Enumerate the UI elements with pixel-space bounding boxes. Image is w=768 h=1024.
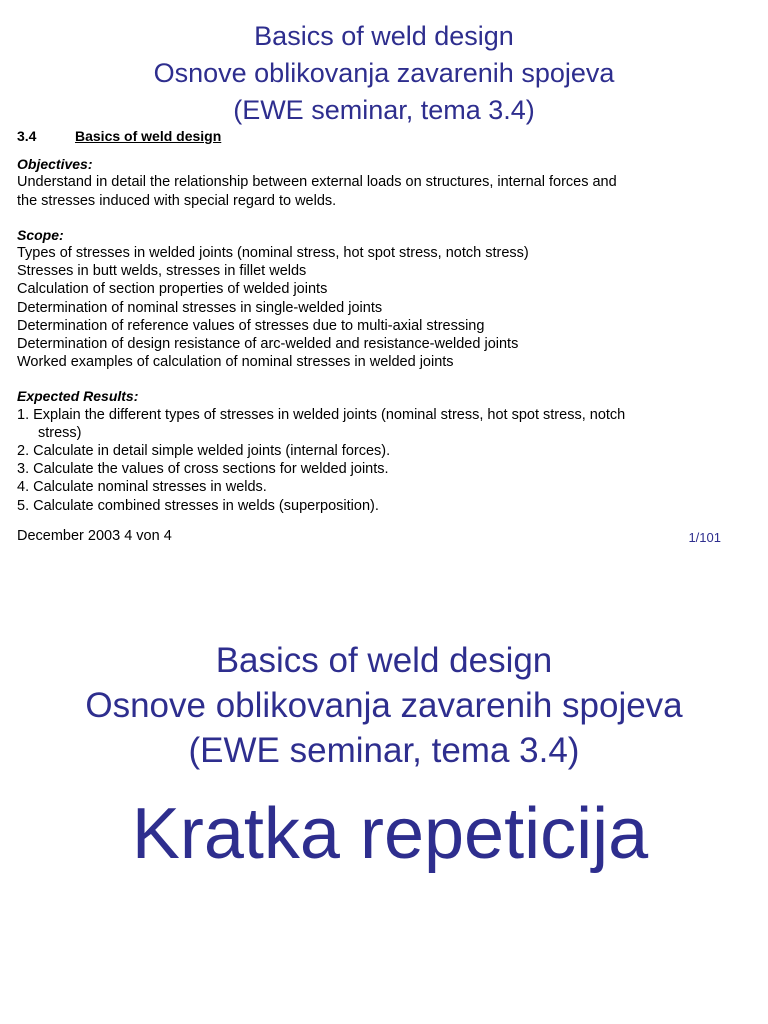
title-line-2: Osnove oblikovanja zavarenih spojeva bbox=[153, 58, 615, 88]
scope-item: Determination of nominal stresses in single-welded joints bbox=[17, 299, 383, 316]
page-number: 1/101 bbox=[688, 530, 721, 545]
result-item: 5. Calculate combined stresses in welds (superposition). bbox=[17, 497, 379, 514]
title-line-1: Basics of weld design bbox=[254, 21, 514, 51]
result-item-continuation: stress) bbox=[38, 424, 82, 441]
result-item: 3. Calculate the values of cross sections for welded joints. bbox=[17, 461, 389, 478]
section-heading bbox=[17, 127, 717, 145]
objectives-line: Understand in detail the relationship between external loads on structures, internal forces and bbox=[17, 174, 617, 191]
title-line-2: Osnove oblikovanja zavarenih spojeva bbox=[85, 686, 683, 725]
scope-heading: Scope: bbox=[17, 226, 64, 243]
result-item: 1. Explain the different types of stresses in welded joints (nominal stress, hot spot stress, notch bbox=[17, 406, 626, 423]
result-item: 2. Calculate in detail simple welded joints (internal forces). bbox=[17, 443, 391, 460]
scope-item: Determination of design resistance of arc-welded and resistance-welded joints bbox=[17, 336, 519, 353]
big-title: Kratka repeticija bbox=[131, 794, 649, 874]
scope-item: Stresses in butt welds, stresses in fillet welds bbox=[17, 263, 307, 280]
result-item: 4. Calculate nominal stresses in welds. bbox=[17, 479, 267, 496]
objectives-line: the stresses induced with special regard to welds. bbox=[17, 192, 337, 209]
slide-2-title bbox=[0, 638, 768, 773]
scope-item: Calculation of section properties of welded joints bbox=[17, 281, 328, 298]
scope-item: Types of stresses in welded joints (nominal stress, hot spot stress, notch stress) bbox=[17, 245, 529, 262]
objectives-heading: Objectives: bbox=[17, 156, 93, 173]
slide-2 bbox=[0, 560, 768, 1024]
section-title: Basics of weld design bbox=[75, 128, 222, 144]
title-line-1: Basics of weld design bbox=[215, 641, 553, 680]
expected-results-heading: Expected Results: bbox=[17, 388, 139, 405]
footer-date: December 2003 4 von 4 bbox=[17, 528, 172, 544]
scope-item: Worked examples of calculation of nominal stresses in welded joints bbox=[17, 354, 454, 371]
title-line-3: (EWE seminar, tema 3.4) bbox=[233, 95, 535, 125]
slide-1-title bbox=[0, 18, 768, 129]
scope-item: Determination of reference values of stresses due to multi-axial stressing bbox=[17, 317, 485, 334]
section-number: 3.4 bbox=[17, 128, 37, 144]
title-line-3: (EWE seminar, tema 3.4) bbox=[188, 731, 580, 770]
document-excerpt bbox=[17, 127, 717, 515]
